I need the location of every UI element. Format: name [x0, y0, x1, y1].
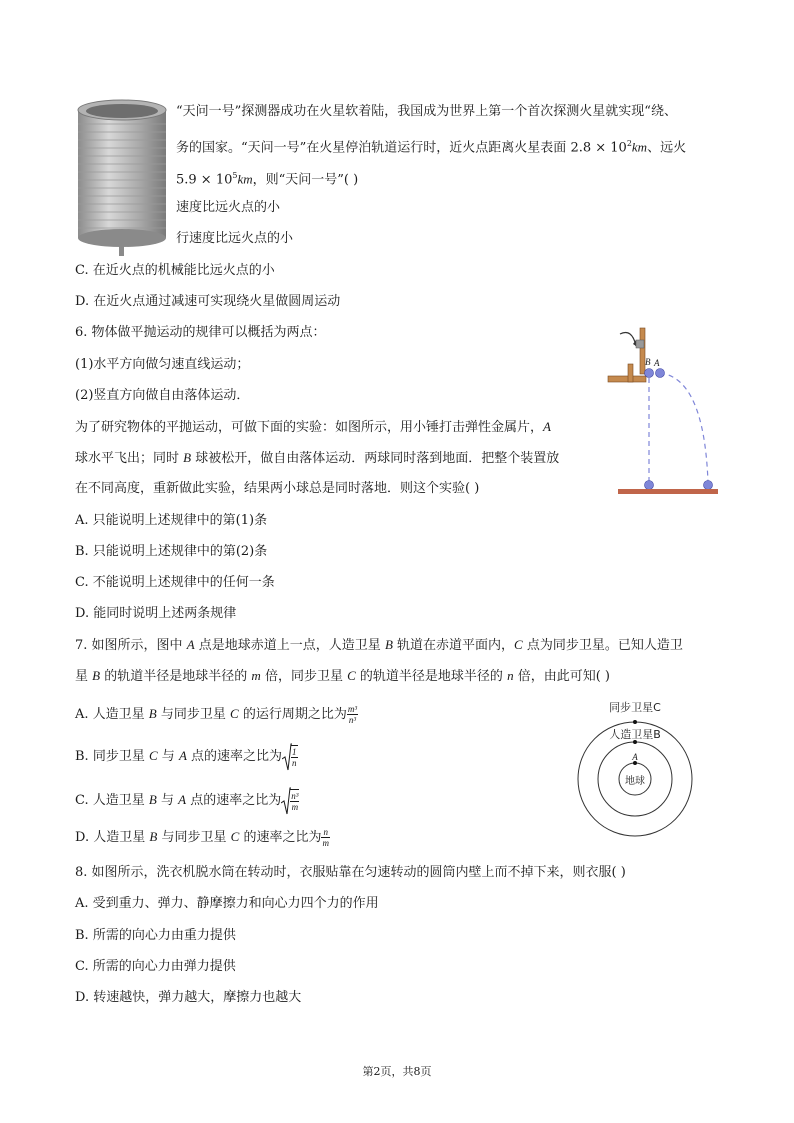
q6-p1-var: A	[543, 419, 551, 434]
q5-line3	[176, 167, 358, 189]
q7-opt-b-2: 与	[161, 749, 175, 764]
spin-drum-figure	[72, 98, 172, 256]
q7-opt-c-den: m	[291, 802, 299, 812]
q7-opt-d-num: n	[323, 827, 328, 837]
q7-opt-b-num: 1	[292, 747, 297, 757]
q7-l2-b: 的轨道半径是地球半径的	[104, 669, 248, 684]
q7-opt-b-1: B. 同步卫星	[75, 749, 145, 764]
q6-option-c: C. 不能说明上述规律中的任何一条	[75, 575, 275, 590]
q7-opt-d-var-c: C	[230, 829, 240, 844]
q5-perigee-value: 2.8 × 10	[570, 140, 627, 156]
q7-opt-d-var-b: B	[149, 829, 158, 844]
q7-opt-a-fraction	[347, 704, 358, 725]
q6-p1-text: 为了研究物体的平抛运动，可做下面的实验：如图所示，用小锤打击弹性金属片，	[75, 420, 544, 435]
q7-l2-c: 倍，同步卫星	[264, 669, 343, 684]
q7-opt-c-3: 点的速率之比为	[190, 793, 282, 808]
q5-line2-mid: 、远火	[647, 140, 687, 156]
q7-l2-var-m: m	[251, 668, 261, 683]
q5-apogee-exp: 5	[232, 171, 238, 180]
q6-p2-var: B	[183, 450, 192, 465]
q6-rule2: (2)竖直方向做自由落体运动．	[75, 388, 250, 403]
q6-p2-a: 球水平飞出；同时	[75, 451, 180, 466]
q6-fig-label-a: A	[654, 358, 660, 368]
q7-option-c	[75, 789, 299, 812]
q7-line2	[75, 667, 610, 686]
q7-l1-var-a: A	[186, 637, 195, 652]
q7-l2-a: 星	[75, 669, 89, 684]
q5-apogee-value: 5.9 × 10	[176, 172, 233, 188]
q7-opt-d-fraction	[321, 827, 330, 848]
q7-opt-c-2: 与	[160, 793, 174, 808]
q7-opt-a-num: m³	[347, 704, 358, 714]
q7-l2-var-n: n	[507, 668, 514, 683]
q7-line1	[75, 636, 683, 655]
q5-line2	[176, 135, 686, 157]
q7-opt-d-3: 的速率之比为	[243, 830, 322, 845]
q5-line2-prefix: 务的国家。“天问一号”在火星停泊轨道运行时，近火点距离火星表面	[176, 140, 567, 156]
q6-option-b: B. 只能说明上述规律中的第(2)条	[75, 544, 268, 559]
q7-l2-e: 倍，由此可知( )	[517, 669, 610, 684]
q7-l1-d: 点为同步卫星。已知人造卫	[526, 638, 683, 653]
orbit-sync-label: 同步卫星C	[609, 701, 661, 714]
q5-option-b: 行速度比远火点的小	[176, 231, 294, 246]
orbit-diagram	[576, 698, 694, 843]
projectile-experiment-figure	[606, 322, 722, 498]
q8-option-a: A. 受到重力、弹力、静摩擦力和向心力四个力的作用	[75, 896, 379, 911]
q7-l1-var-b: B	[384, 637, 393, 652]
q7-option-a	[75, 704, 358, 725]
q7-l1-a: 7. 如图所示，图中	[75, 638, 183, 653]
q8-option-b: B. 所需的向心力由重力提供	[75, 928, 236, 943]
q7-opt-b-3: 点的速率之比为	[191, 749, 283, 764]
q7-l1-b: 点是地球赤道上一点，人造卫星	[198, 638, 381, 653]
q5-apogee-unit: km	[237, 171, 253, 187]
q7-opt-d-1: D. 人造卫星	[75, 830, 146, 845]
q7-opt-c-var-b: B	[148, 792, 157, 807]
q7-option-b	[75, 745, 298, 768]
q6-stem: 6. 物体做平抛运动的规律可以概括为两点：	[75, 325, 326, 340]
q7-opt-c-1: C. 人造卫星	[75, 793, 145, 808]
orbit-a-label: A	[632, 752, 638, 762]
q5-line1: “天问一号”探测器成功在火星软着陆，我国成为世界上第一个首次探测火星就实现“绕、	[176, 104, 677, 119]
q7-l1-c: 轨道在赤道平面内，	[397, 638, 515, 653]
page-footer: 第2页，共8页	[362, 1065, 432, 1078]
q6-paragraph-line1	[75, 418, 551, 437]
q7-opt-c-sqrt	[281, 789, 299, 812]
q6-rule1: (1)水平方向做匀速直线运动；	[75, 357, 250, 372]
orbit-earth-label: 地球	[625, 776, 645, 787]
q6-p2-b: 球被松开，做自由落体运动．两球同时落到地面．把整个装置放	[195, 451, 560, 466]
q7-opt-c-fraction	[290, 789, 299, 812]
q7-opt-d-2: 与同步卫星	[161, 830, 227, 845]
q7-l2-var-c: C	[347, 668, 356, 683]
q7-opt-b-var-a: A	[178, 748, 187, 763]
q7-opt-c-var-a: A	[178, 792, 187, 807]
q7-opt-a-var-b: B	[148, 706, 157, 721]
q6-fig-label-b: B	[645, 357, 651, 367]
q7-opt-a-var-c: C	[230, 706, 239, 721]
q8-option-d: D. 转速越快，弹力越大，摩擦力也越大	[75, 990, 302, 1005]
q7-l1-var-c: C	[514, 637, 523, 652]
q6-paragraph-line2	[75, 449, 559, 468]
q5-line3-suffix: ，则“天问一号”( )	[252, 172, 359, 188]
q8-option-c: C. 所需的向心力由弹力提供	[75, 959, 236, 974]
q6-paragraph-line3: 在不同高度，重新做此实验，结果两小球总是同时落地．则这个实验( )	[75, 481, 480, 496]
q7-opt-a-2: 与同步卫星	[160, 707, 226, 722]
q8-stem: 8. 如图所示，洗衣机脱水筒在转动时，衣服贴靠在匀速转动的圆筒内壁上而不掉下来，则衣服( )	[75, 865, 626, 880]
orbit-artificial-label: 人造卫星B	[609, 728, 661, 741]
q7-l2-var-b: B	[92, 668, 101, 683]
q6-option-d: D. 能同时说明上述两条规律	[75, 606, 237, 621]
q5-perigee-unit: km	[631, 139, 648, 155]
q5-option-a: 速度比远火点的小	[176, 200, 281, 215]
q7-opt-c-num: n³	[291, 791, 299, 801]
q7-opt-a-1: A. 人造卫星	[75, 707, 145, 722]
q7-opt-a-den: n³	[348, 715, 357, 725]
q7-opt-d-den: m	[322, 838, 329, 848]
q7-l2-d: 的轨道半径是地球半径的	[359, 669, 503, 684]
q7-opt-b-den: n	[292, 758, 297, 768]
q7-opt-a-3: 的运行周期之比为	[242, 707, 347, 722]
q7-opt-b-sqrt	[282, 745, 298, 768]
q7-opt-b-var-c: C	[148, 748, 158, 763]
q5-option-d: D. 在近火点通过减速可实现绕火星做圆周运动	[75, 294, 341, 309]
q5-perigee-exp: 2	[626, 139, 632, 148]
q7-option-d	[75, 827, 330, 848]
q5-option-c: C. 在近火点的机械能比远火点的小	[75, 263, 275, 278]
q6-option-a: A. 只能说明上述规律中的第(1)条	[75, 513, 268, 528]
